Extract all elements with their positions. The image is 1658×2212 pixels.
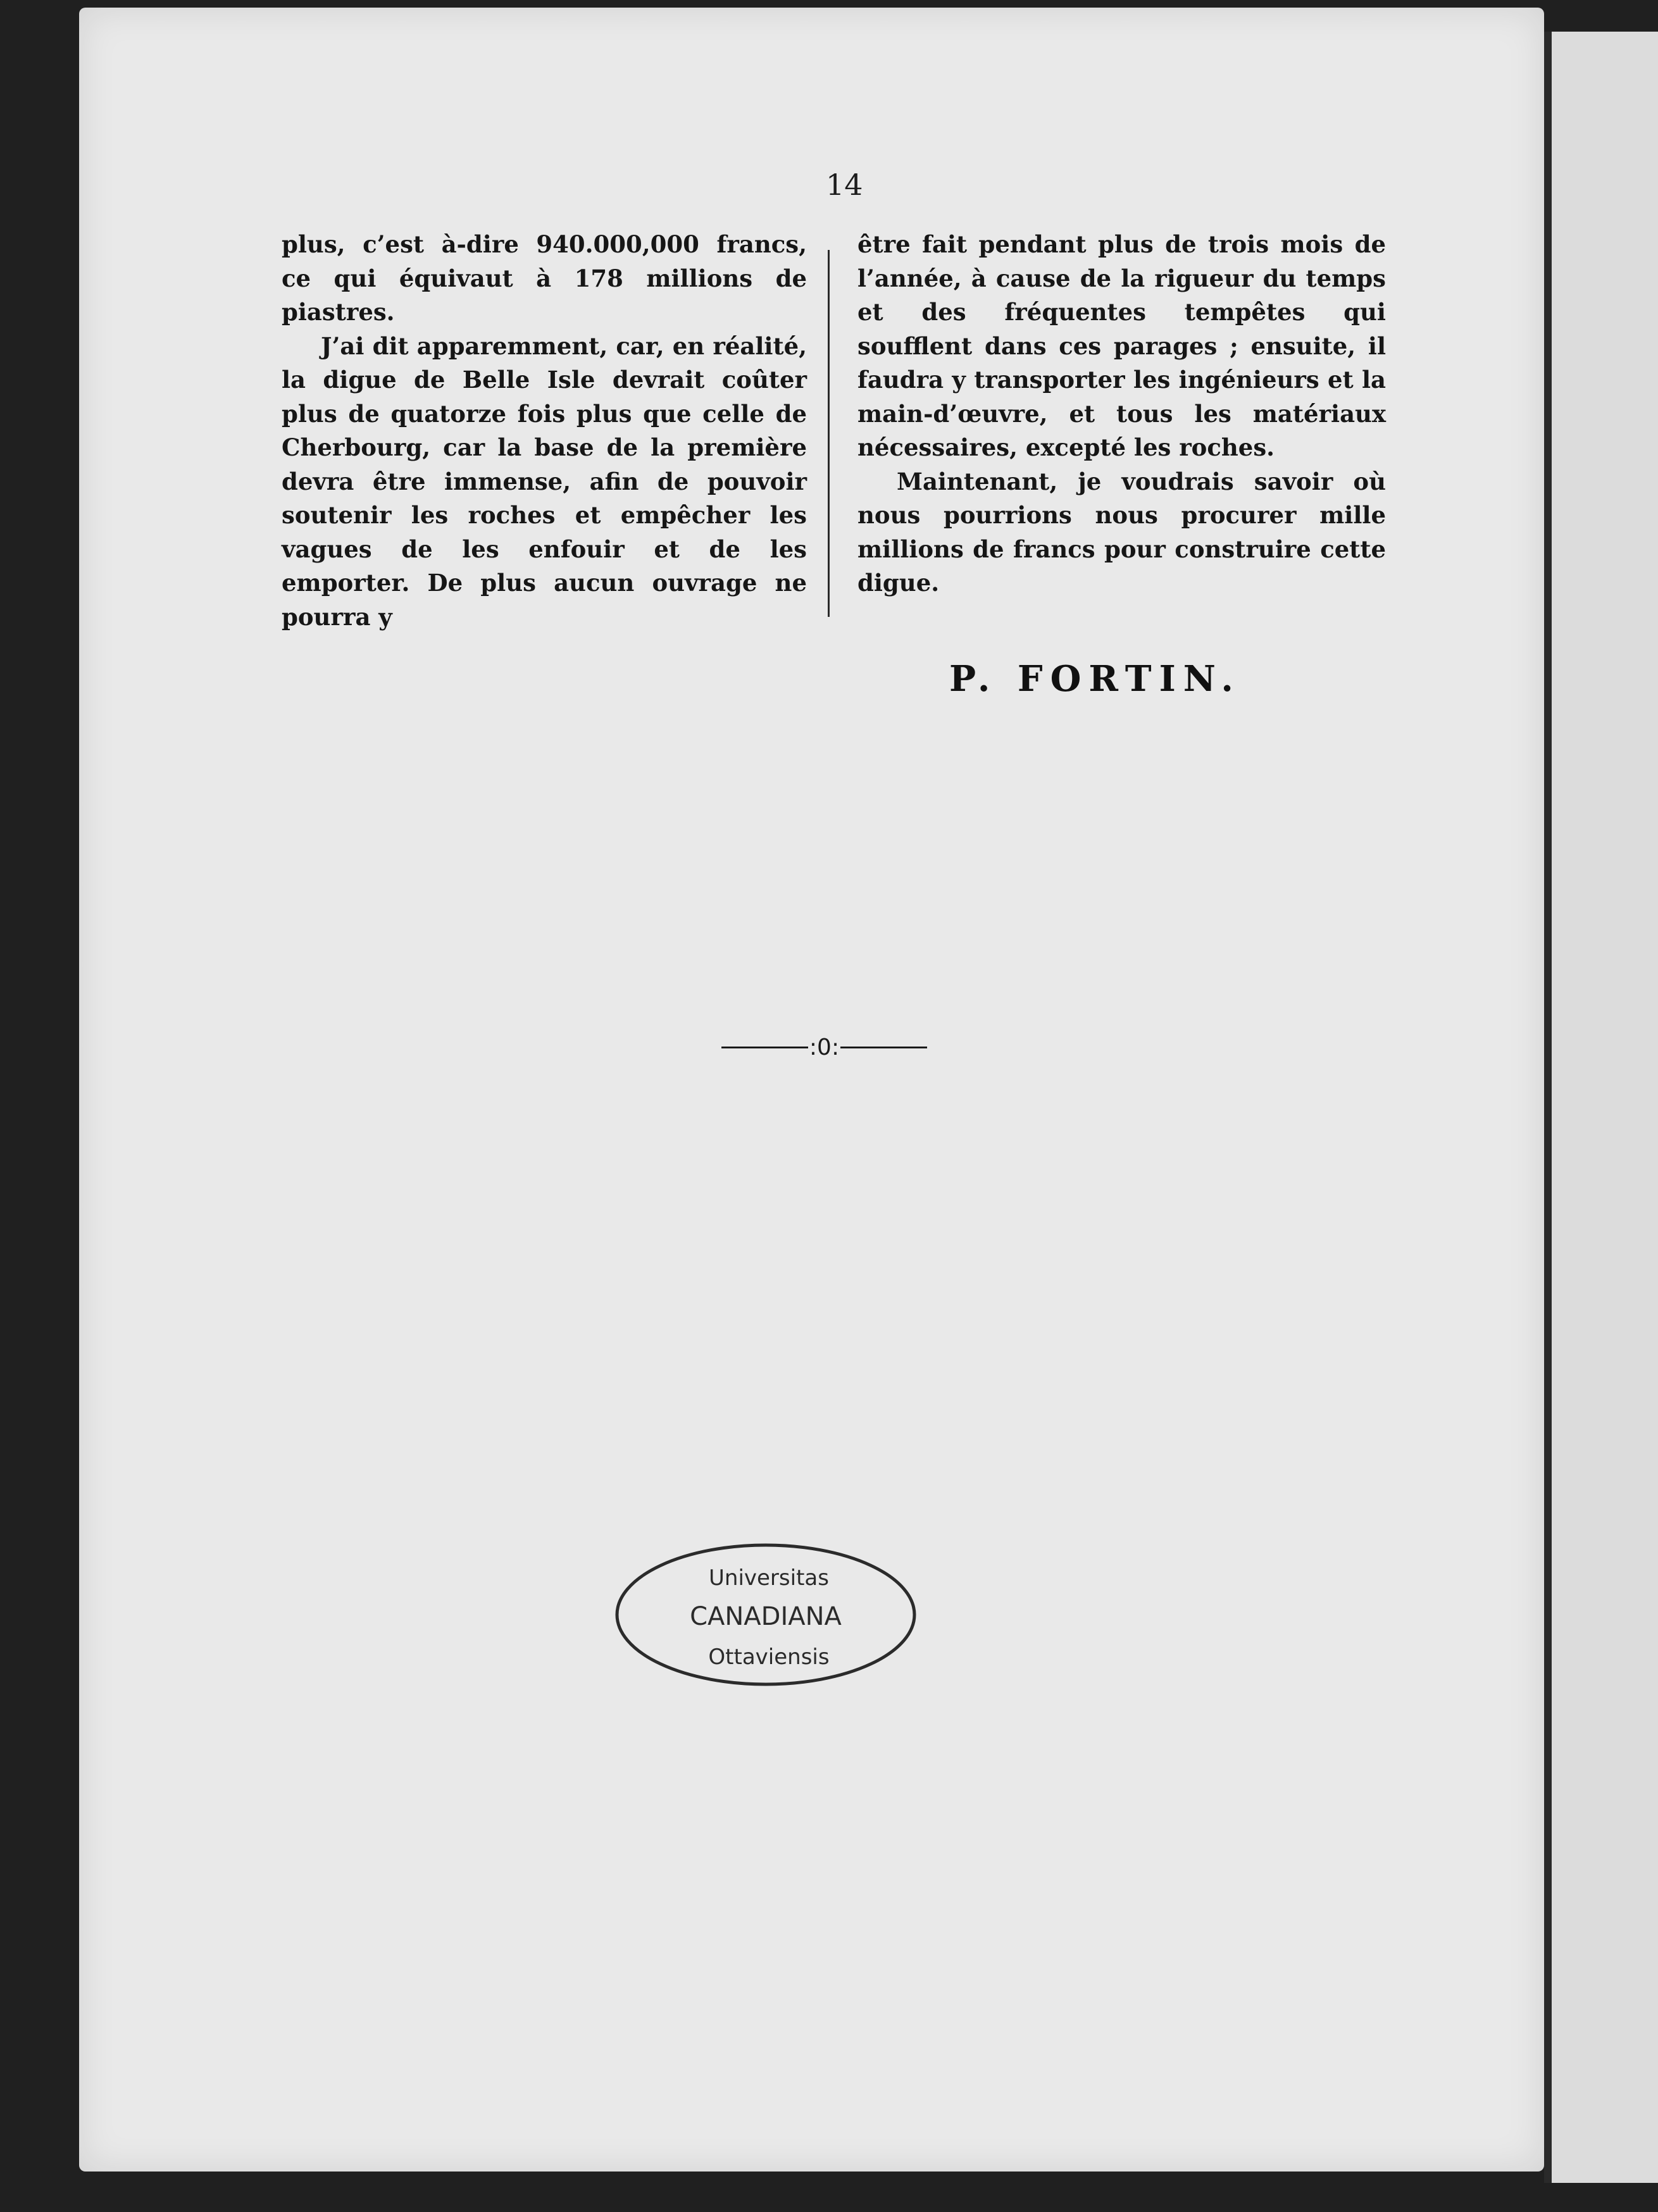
stamp-line-1: Universitas [709, 1565, 829, 1591]
right-paragraph-1: être fait pendant plus de trois mois de l’année, à cause de la rigueur du temps et des fréquentes tempêtes qui soufflent dans ces parages ; ensuite, il faudra y transporter les ingénieurs et la main-d’œuvre, et tous les matériaux nécessaires, excepté les roches. [857, 230, 1386, 461]
adjacent-page-edge [1544, 32, 1658, 2183]
author-signature: P. FORTIN. [949, 658, 1241, 700]
left-paragraph-2: J’ai dit apparemment, car, en réalité, la digue de Belle Isle devrait coûter plus de quatorze fois plus que celle de Cherbourg, car la base de la première devra être immense, afin de pouvoir soutenir les roches et empêcher les vagues de les enfouir et de les emporter. De plus aucun ouvrage ne pourra y [282, 332, 807, 631]
stamp-line-2: CANADIANA [690, 1602, 842, 1631]
library-stamp [611, 1538, 921, 1693]
stamp-line-3: Ottaviensis [708, 1644, 830, 1670]
section-ornament [721, 1031, 927, 1063]
ornament-mark: :0: [809, 1034, 840, 1060]
right-text-column [857, 228, 1386, 600]
column-divider [828, 250, 830, 617]
page-number: 14 [826, 168, 863, 202]
ornament-rule-right [840, 1047, 927, 1048]
left-paragraph-1: plus, c’est à-dire 940.000,000 francs, ce qui équivaut à 178 millions de piastres. [282, 230, 807, 326]
ornament-rule-left [721, 1047, 808, 1048]
right-paragraph-2: Maintenant, je voudrais savoir où nous pourrions nous procurer mille millions de francs pour construire cette digue. [857, 467, 1386, 597]
left-text-column [282, 228, 807, 634]
